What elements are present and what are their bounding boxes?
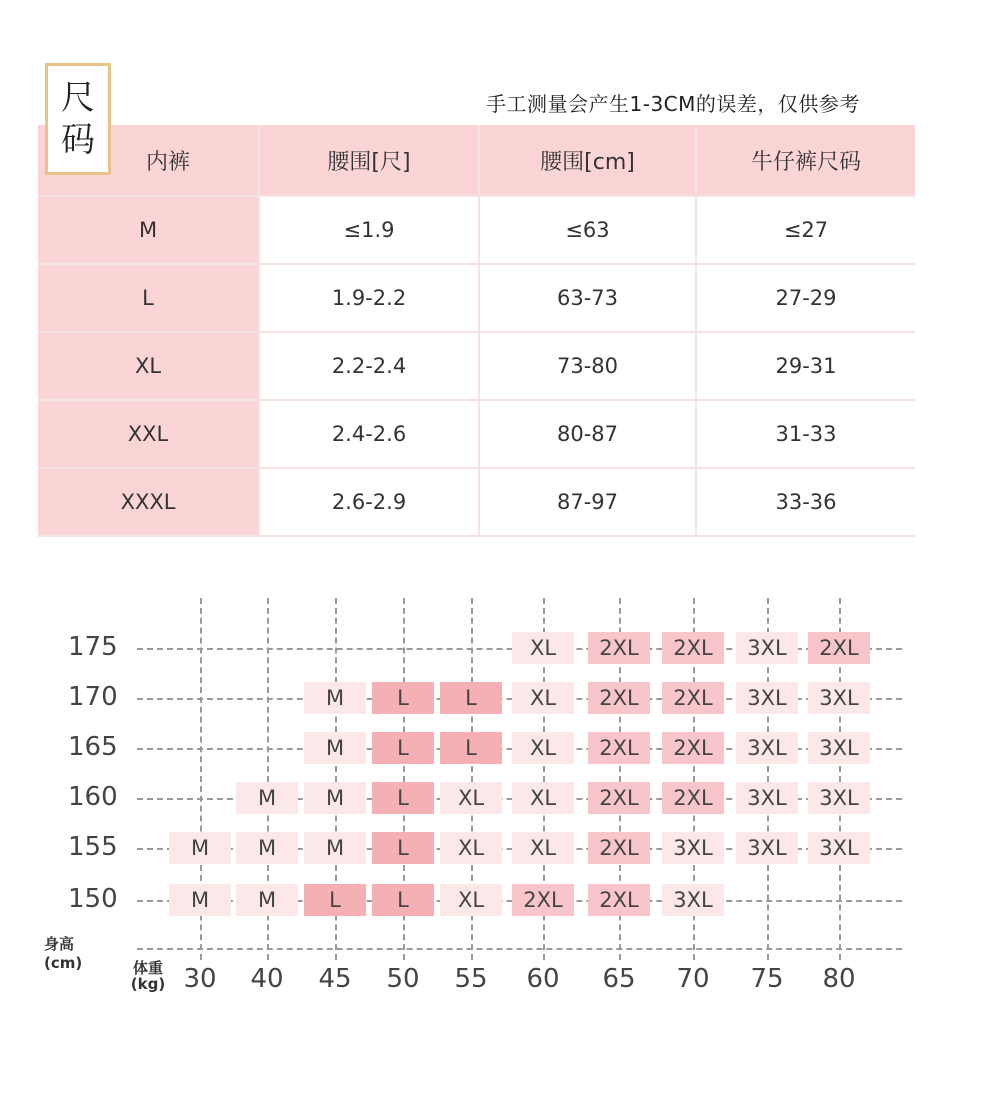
size-cell: XL bbox=[512, 682, 574, 714]
size-table bbox=[38, 125, 915, 537]
size-cell: L bbox=[372, 732, 434, 764]
size-cell: L bbox=[304, 884, 366, 916]
size-cell: 2XL bbox=[808, 632, 870, 664]
size-cell: XL bbox=[512, 732, 574, 764]
x-tick-label: 80 bbox=[822, 964, 856, 994]
table-row bbox=[38, 265, 915, 333]
header-waist-chi: 腰围[尺] bbox=[260, 125, 480, 195]
size-cell: M bbox=[304, 732, 366, 764]
y-tick-label: 155 bbox=[68, 832, 118, 862]
size-cell: 2XL bbox=[588, 732, 650, 764]
x-tick-label: 70 bbox=[676, 964, 710, 994]
measurement-note: 手工测量会产生1-3CM的误差，仅供参考 bbox=[486, 92, 860, 116]
size-cell: XL bbox=[440, 782, 502, 814]
size-cell: L bbox=[372, 832, 434, 864]
y-tick-label: 165 bbox=[68, 732, 118, 762]
size-cell: L bbox=[372, 682, 434, 714]
table-header-row bbox=[38, 125, 915, 197]
table-cell: ≤27 bbox=[697, 197, 915, 263]
size-cell: M bbox=[304, 782, 366, 814]
y-tick-label: 170 bbox=[68, 682, 118, 712]
size-cell: XL bbox=[512, 632, 574, 664]
y-tick-label: 160 bbox=[68, 782, 118, 812]
size-cell: L bbox=[372, 782, 434, 814]
x-tick-label: 40 bbox=[250, 964, 284, 994]
size-cell: 2XL bbox=[662, 782, 724, 814]
table-row bbox=[38, 469, 915, 537]
size-cell: XL bbox=[440, 832, 502, 864]
y-axis-label: 身高(cm) bbox=[44, 935, 83, 972]
table-row bbox=[38, 401, 915, 469]
grid-baseline bbox=[137, 948, 902, 950]
size-cell: L bbox=[372, 884, 434, 916]
size-cell: M bbox=[169, 832, 231, 864]
size-cell: 3XL bbox=[662, 884, 724, 916]
header-jeans-size: 牛仔裤尺码 bbox=[697, 125, 915, 195]
table-cell: XL bbox=[38, 333, 260, 399]
header-underwear: 内裤 bbox=[38, 125, 260, 195]
table-cell: 63-73 bbox=[480, 265, 697, 331]
header-waist-cm: 腰围[cm] bbox=[480, 125, 697, 195]
size-cell: M bbox=[169, 884, 231, 916]
x-axis-label: 体重(kg) bbox=[130, 959, 166, 993]
size-cell: 3XL bbox=[736, 782, 798, 814]
y-tick-label: 175 bbox=[68, 632, 118, 662]
x-tick-label: 50 bbox=[386, 964, 420, 994]
size-cell: 2XL bbox=[662, 682, 724, 714]
x-tick-label: 75 bbox=[750, 964, 784, 994]
x-tick-label: 65 bbox=[602, 964, 636, 994]
table-cell: 27-29 bbox=[697, 265, 915, 331]
table-cell: 73-80 bbox=[480, 333, 697, 399]
size-cell: M bbox=[236, 884, 298, 916]
size-cell: 3XL bbox=[736, 732, 798, 764]
x-tick-label: 60 bbox=[526, 964, 560, 994]
table-cell: ≤1.9 bbox=[260, 197, 480, 263]
badge-char-2: 码 bbox=[61, 120, 95, 160]
size-cell: 2XL bbox=[662, 632, 724, 664]
size-cell: 3XL bbox=[808, 682, 870, 714]
size-cell: L bbox=[440, 732, 502, 764]
table-cell: XXXL bbox=[38, 469, 260, 535]
size-cell: M bbox=[304, 832, 366, 864]
size-cell: 2XL bbox=[588, 832, 650, 864]
table-cell: 2.6-2.9 bbox=[260, 469, 480, 535]
size-cell: XL bbox=[512, 782, 574, 814]
size-cell: 3XL bbox=[736, 682, 798, 714]
table-cell: 29-31 bbox=[697, 333, 915, 399]
table-row bbox=[38, 197, 915, 265]
size-cell: 3XL bbox=[662, 832, 724, 864]
size-cell: 2XL bbox=[588, 884, 650, 916]
size-cell: M bbox=[304, 682, 366, 714]
y-tick-label: 150 bbox=[68, 884, 118, 914]
x-tick-label: 55 bbox=[454, 964, 488, 994]
size-cell: 2XL bbox=[662, 732, 724, 764]
x-tick-label: 45 bbox=[318, 964, 352, 994]
size-cell: 3XL bbox=[736, 632, 798, 664]
table-cell: 31-33 bbox=[697, 401, 915, 467]
table-cell: 33-36 bbox=[697, 469, 915, 535]
size-cell: 3XL bbox=[808, 782, 870, 814]
size-cell: 2XL bbox=[512, 884, 574, 916]
size-cell: 3XL bbox=[808, 732, 870, 764]
table-cell: 1.9-2.2 bbox=[260, 265, 480, 331]
size-cell: 2XL bbox=[588, 632, 650, 664]
table-cell: 87-97 bbox=[480, 469, 697, 535]
size-cell: 2XL bbox=[588, 782, 650, 814]
size-cell: M bbox=[236, 782, 298, 814]
table-cell: 2.4-2.6 bbox=[260, 401, 480, 467]
table-cell: M bbox=[38, 197, 260, 263]
size-badge bbox=[45, 63, 111, 175]
badge-char-1: 尺 bbox=[61, 78, 95, 118]
table-row bbox=[38, 333, 915, 401]
table-cell: 2.2-2.4 bbox=[260, 333, 480, 399]
size-cell: L bbox=[440, 682, 502, 714]
table-cell: 80-87 bbox=[480, 401, 697, 467]
table-cell: ≤63 bbox=[480, 197, 697, 263]
size-cell: 3XL bbox=[736, 832, 798, 864]
size-cell: XL bbox=[440, 884, 502, 916]
size-cell: 3XL bbox=[808, 832, 870, 864]
size-cell: M bbox=[236, 832, 298, 864]
size-cell: XL bbox=[512, 832, 574, 864]
table-cell: L bbox=[38, 265, 260, 331]
x-tick-label: 30 bbox=[183, 964, 217, 994]
size-cell: 2XL bbox=[588, 682, 650, 714]
table-cell: XXL bbox=[38, 401, 260, 467]
